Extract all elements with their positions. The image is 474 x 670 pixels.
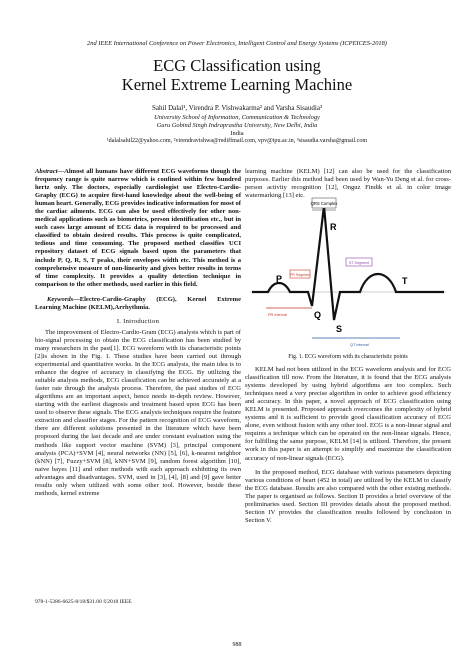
- q-label: Q: [314, 310, 322, 320]
- pr-segment-label: PR Segment: [289, 273, 311, 277]
- copyright-footer: 978-1-5386-6625-8/18/$31.00 ©2018 IEEE: [35, 599, 132, 605]
- author-list: Sahil Dalal¹, Virendra P. Vishwakarma² and Varsha Sisaudia³: [151, 104, 323, 112]
- paper-title-line-1: ECG Classification using: [153, 56, 321, 75]
- t-wave-label: T: [402, 276, 408, 286]
- s-label: S: [336, 324, 343, 334]
- right-paragraph-1: learning machine (KELM) [12] can also be used for the classification purposes. Earlier this method had been used by Wan-Yu Deng et al. for cross-person activity recognition [12], Onguz Findik et al. in color image watermarking [13] etc.: [245, 168, 451, 200]
- keywords: [35, 296, 241, 312]
- paper-title-line-2: Kernel Extreme Learning Machine: [121, 75, 353, 94]
- affiliation-line-1: University School of Information, Communication & Technology: [154, 114, 320, 121]
- right-paragraph-2: KELM had not been utilized in the ECG waveform analysis and for ECG classification till now. From the literature, it is found that the ECG analysis systems developed by using hybrid algorithms are too complex. Such techniques need a very precise algorithm in order to achieve good efficiency and accuracy. In this paper, a novel approach of ECG classification using KELM is presented. Proposed approach overcomes the complexity of hybrid systems and it is sufficient to provide good classification accuracy of ECG alone, even without fusion with any other tool. ECG is a non-linear signal and requires a technique which can be operated on the non-linear signals. Hence, for fulfilling the same purpose, KELM [14] is utilized. Therefore, the present work in this paper is an attempt to simplify and maximize the classification accuracy of non-linear signals (ECG).: [245, 366, 451, 462]
- p-wave-label: P: [276, 274, 283, 284]
- abstract: [35, 168, 241, 289]
- abstract-text: —Almost all humans have different ECG waveforms though the frequency range is quite narrow which is confined within few hundred hertz only. The doctors, especially cardiologist use Electro-Cardio-Graphy (ECG) to acquire first-hand knowledge about the well-being of human heart. Generally, ECG provides indicative information for most of the cardiac ailments. ECG can also be used effectively for other non-medical applications such as biometrics, person identification etc., but in such cases large amount of ECG data is required to be processed and classified to obtain desired results. This process is quite complicated, tedious and time consuming. The proposed method classifies UCI repository dataset of ECG signals based upon the parameters that include P, Q, R, S, T peaks, their envelopes width etc. This method is a comprehensive measure of non-linearity and gives better results in terms of time complexity. It provides a quality detection technique in comparison to the other methods, used earlier in this field.: [35, 168, 241, 288]
- conference-header: 2nd IEEE International Conference on Power Electronics, Intelligent Control and Energy Systems (ICPEICES-2018): [87, 40, 387, 47]
- page-number: 988: [232, 642, 242, 648]
- pr-interval-label: PR Interval: [268, 313, 287, 317]
- left-column: [35, 168, 241, 498]
- abstract-label: Abstract: [35, 168, 58, 175]
- affiliation-line-2: Guru Gobind Singh Indraprastha University, New Delhi, India: [156, 122, 318, 129]
- section-heading-introduction: I. Introduction: [116, 317, 160, 325]
- r-peak-label: R: [330, 222, 337, 232]
- author-emails: ¹dalalsahil22@yahoo.com, ²virendravishwa@rediffmail.com, vpv@ipu.ac.in, ³sisaudia.varsha@gmail.com: [106, 138, 368, 144]
- affiliation-line-3: India: [230, 130, 244, 137]
- keywords-text: —Electro-Cardio-Graphy (ECG), Kernel Extreme Learning Machine (KELM),Arrhythmia.: [35, 295, 241, 311]
- st-segment-label: ST Segment: [349, 261, 369, 265]
- figure-caption: Fig. 1. ECG waveform with its characteristic points: [288, 354, 408, 360]
- qt-interval-label: QT Interval: [350, 343, 369, 347]
- ecg-waveform-figure: [250, 192, 446, 352]
- right-paragraph-3: In the proposed method, ECG database with various parameters depicting various conditions of heart (452 in total) are utilized by the KELM to classify the ECG database. Results are also compared with the other existing methods. The paper is organised as follows. Section II provides a brief overview of the preliminaries used. Section III provides details about the proposed method. Section IV provides the classification results followed by conclusion in Section V.: [245, 468, 451, 524]
- intro-paragraph: The improvement of Electro-Cardio-Gram (ECG) analysis which is part of bio-signal processing to obtain the ECG classification has been studied by many researchers in the past[1]. ECG waveform with its characteristic points [2]is shown in the Fig. 1. These studies have been carried out through experimental and quantitative works. In the ECG analysis, the main idea is to enhance the degree of accuracy in classifying the ECG. By utilizing the suitable analysis methods, ECG classification can be achieved accurately at a faster rate through the analysis process. Therefore, the past studies of ECG algorithms are an important aspect, hence needs in-depth review. However, starting with the earliest diagnosis and treatment based upon ECG has been used to observe these signals. The ECG analysis techniques require the feature extraction and classifier stages. For the pattern recognition of ECG waveform, there are different solutions presented in the literature which have been proposed during the last decade and are under constant evaluation using the methods like support vector machine (SVM) [3], principal component analysis (PCA)+SVM [4], neural networks (NN) [5], [6], k-nearest neighbor (kNN) [7], Fuzzy+SVM [8], kNN+SVM [9], random forest algorithm [10], naive bayes [11] and other methods with each approach exhibiting its own advantages and disadvantages. SVM, used in [3], [4], [8] and [9] gave better results only when utilized with some other tool. However, beside these methods, kernel extreme: [35, 328, 241, 497]
- keywords-label: Keywords: [47, 295, 74, 303]
- qrs-label: QRS Complex: [310, 201, 338, 206]
- right-column-bottom: [245, 366, 451, 525]
